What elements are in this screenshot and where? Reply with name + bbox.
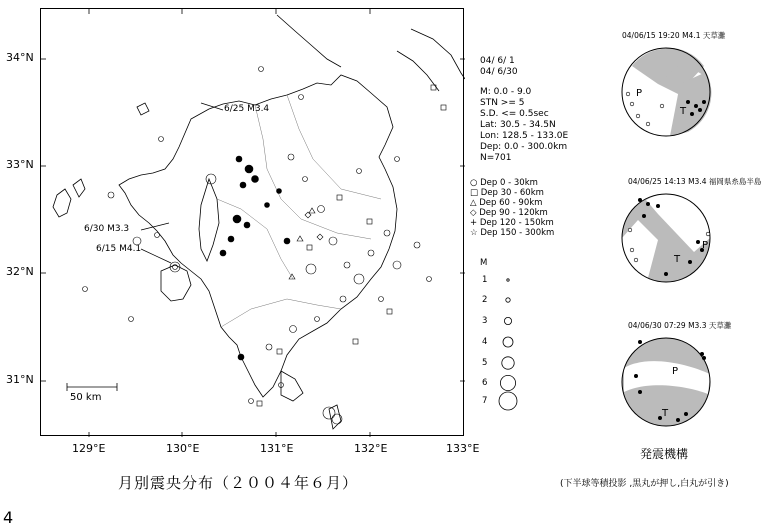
magnitude-level-4: 4 (482, 337, 488, 347)
diamond-icon: ◇ (470, 208, 477, 218)
magnitude-circle-7 (499, 392, 517, 410)
axis-ticks (41, 9, 465, 437)
mechanism-note: (下半球等積投影 ,黒丸が押し,白丸が引き) (560, 479, 729, 489)
annotation-0630: 6/30 M3.3 (84, 224, 130, 234)
magnitude-circle-4 (503, 337, 513, 347)
lon-label-130: 130°E (166, 442, 200, 455)
stat-magnitude: M: 0.0 - 9.0 (480, 87, 532, 97)
depth-legend-row: ○ Dep 0 - 30km (470, 178, 538, 188)
magnitude-level-2: 2 (482, 295, 488, 305)
lat-label-33: 33°N (6, 158, 34, 171)
magnitude-circle-5 (502, 357, 514, 369)
depth-legend-row: △ Dep 60 - 90km (470, 198, 543, 208)
lon-label-129: 129°E (72, 442, 106, 455)
stats-block (480, 56, 568, 164)
stat-lon: Lon: 128.5 - 133.0E (480, 131, 569, 141)
stat-lat: Lat: 30.5 - 34.5N (480, 120, 556, 130)
depth-legend-row: □ Dep 30 - 60km (470, 188, 544, 198)
epicenter-map (40, 8, 464, 436)
beachball-2 (618, 190, 714, 286)
lon-label-131: 131°E (260, 442, 294, 455)
depth-legend-row: + Dep 120 - 150km (470, 218, 554, 228)
map-canvas (41, 9, 465, 437)
stat-depth: Dep: 0.0 - 300.0km (480, 142, 568, 152)
depth-legend (470, 178, 554, 238)
circle-icon: ○ (470, 178, 478, 188)
magnitude-circle-3 (504, 317, 511, 324)
page-number: 4 (3, 508, 14, 527)
mechanism-title: 発震機構 (640, 447, 689, 461)
beachball-3 (618, 334, 714, 430)
stat-stations: STN >= 5 (480, 98, 525, 108)
magnitude-legend-title: M (480, 258, 488, 268)
scale-bar-label: 50 km (70, 392, 102, 403)
annotation-0625: 6/25 M3.4 (224, 104, 270, 114)
star-icon: ☆ (470, 228, 478, 238)
p-axis-label-1: P (636, 88, 643, 99)
stat-count: N=701 (480, 153, 512, 163)
lon-label-132: 132°E (354, 442, 388, 455)
depth-legend-row: ☆ Dep 150 - 300km (470, 228, 555, 238)
lat-label-34: 34°N (6, 51, 34, 64)
plus-icon: + (470, 218, 478, 228)
scale-bar (67, 383, 117, 391)
mechanism-header-1: 04/06/15 19:20 M4.1 天草灘 (622, 31, 726, 40)
annotation-0615: 6/15 M4.1 (96, 244, 142, 254)
depth-legend-row: ◇ Dep 90 - 120km (470, 208, 548, 218)
triangle-icon: △ (470, 198, 477, 208)
t-axis-label-1: T (680, 106, 687, 117)
p-axis-label-3: P (672, 366, 679, 377)
magnitude-level-6: 6 (482, 378, 488, 388)
map-title: 月別震央分布（２００４年６月） (118, 474, 359, 492)
stat-sd: S.D. <= 0.5sec (480, 109, 549, 119)
magnitude-level-3: 3 (482, 316, 488, 326)
magnitude-circle-2 (506, 298, 510, 302)
magnitude-level-5: 5 (482, 358, 488, 368)
t-axis-label-2: T (674, 254, 681, 265)
beachball-1 (618, 44, 714, 140)
mechanism-header-3: 04/06/30 07:29 M3.3 天草灘 (628, 321, 732, 330)
p-axis-label-2: P (702, 240, 709, 251)
t-axis-label-3: T (662, 408, 669, 419)
magnitude-circle-1 (507, 279, 509, 281)
lon-label-133: 133°E (446, 442, 480, 455)
magnitude-level-1: 1 (482, 275, 488, 285)
coastline (53, 15, 465, 429)
date-to: 04/ 6/30 (480, 67, 518, 77)
mechanism-header-2: 04/06/25 14:13 M3.4 福岡県糸島半島 (628, 177, 762, 186)
prefecture-boundaries (217, 95, 381, 327)
lat-label-32: 32°N (6, 265, 34, 278)
magnitude-level-7: 7 (482, 396, 488, 406)
magnitude-circle-6 (500, 375, 515, 390)
lat-label-31: 31°N (6, 373, 34, 386)
date-from: 04/ 6/ 1 (480, 56, 515, 66)
square-icon: □ (470, 188, 479, 198)
